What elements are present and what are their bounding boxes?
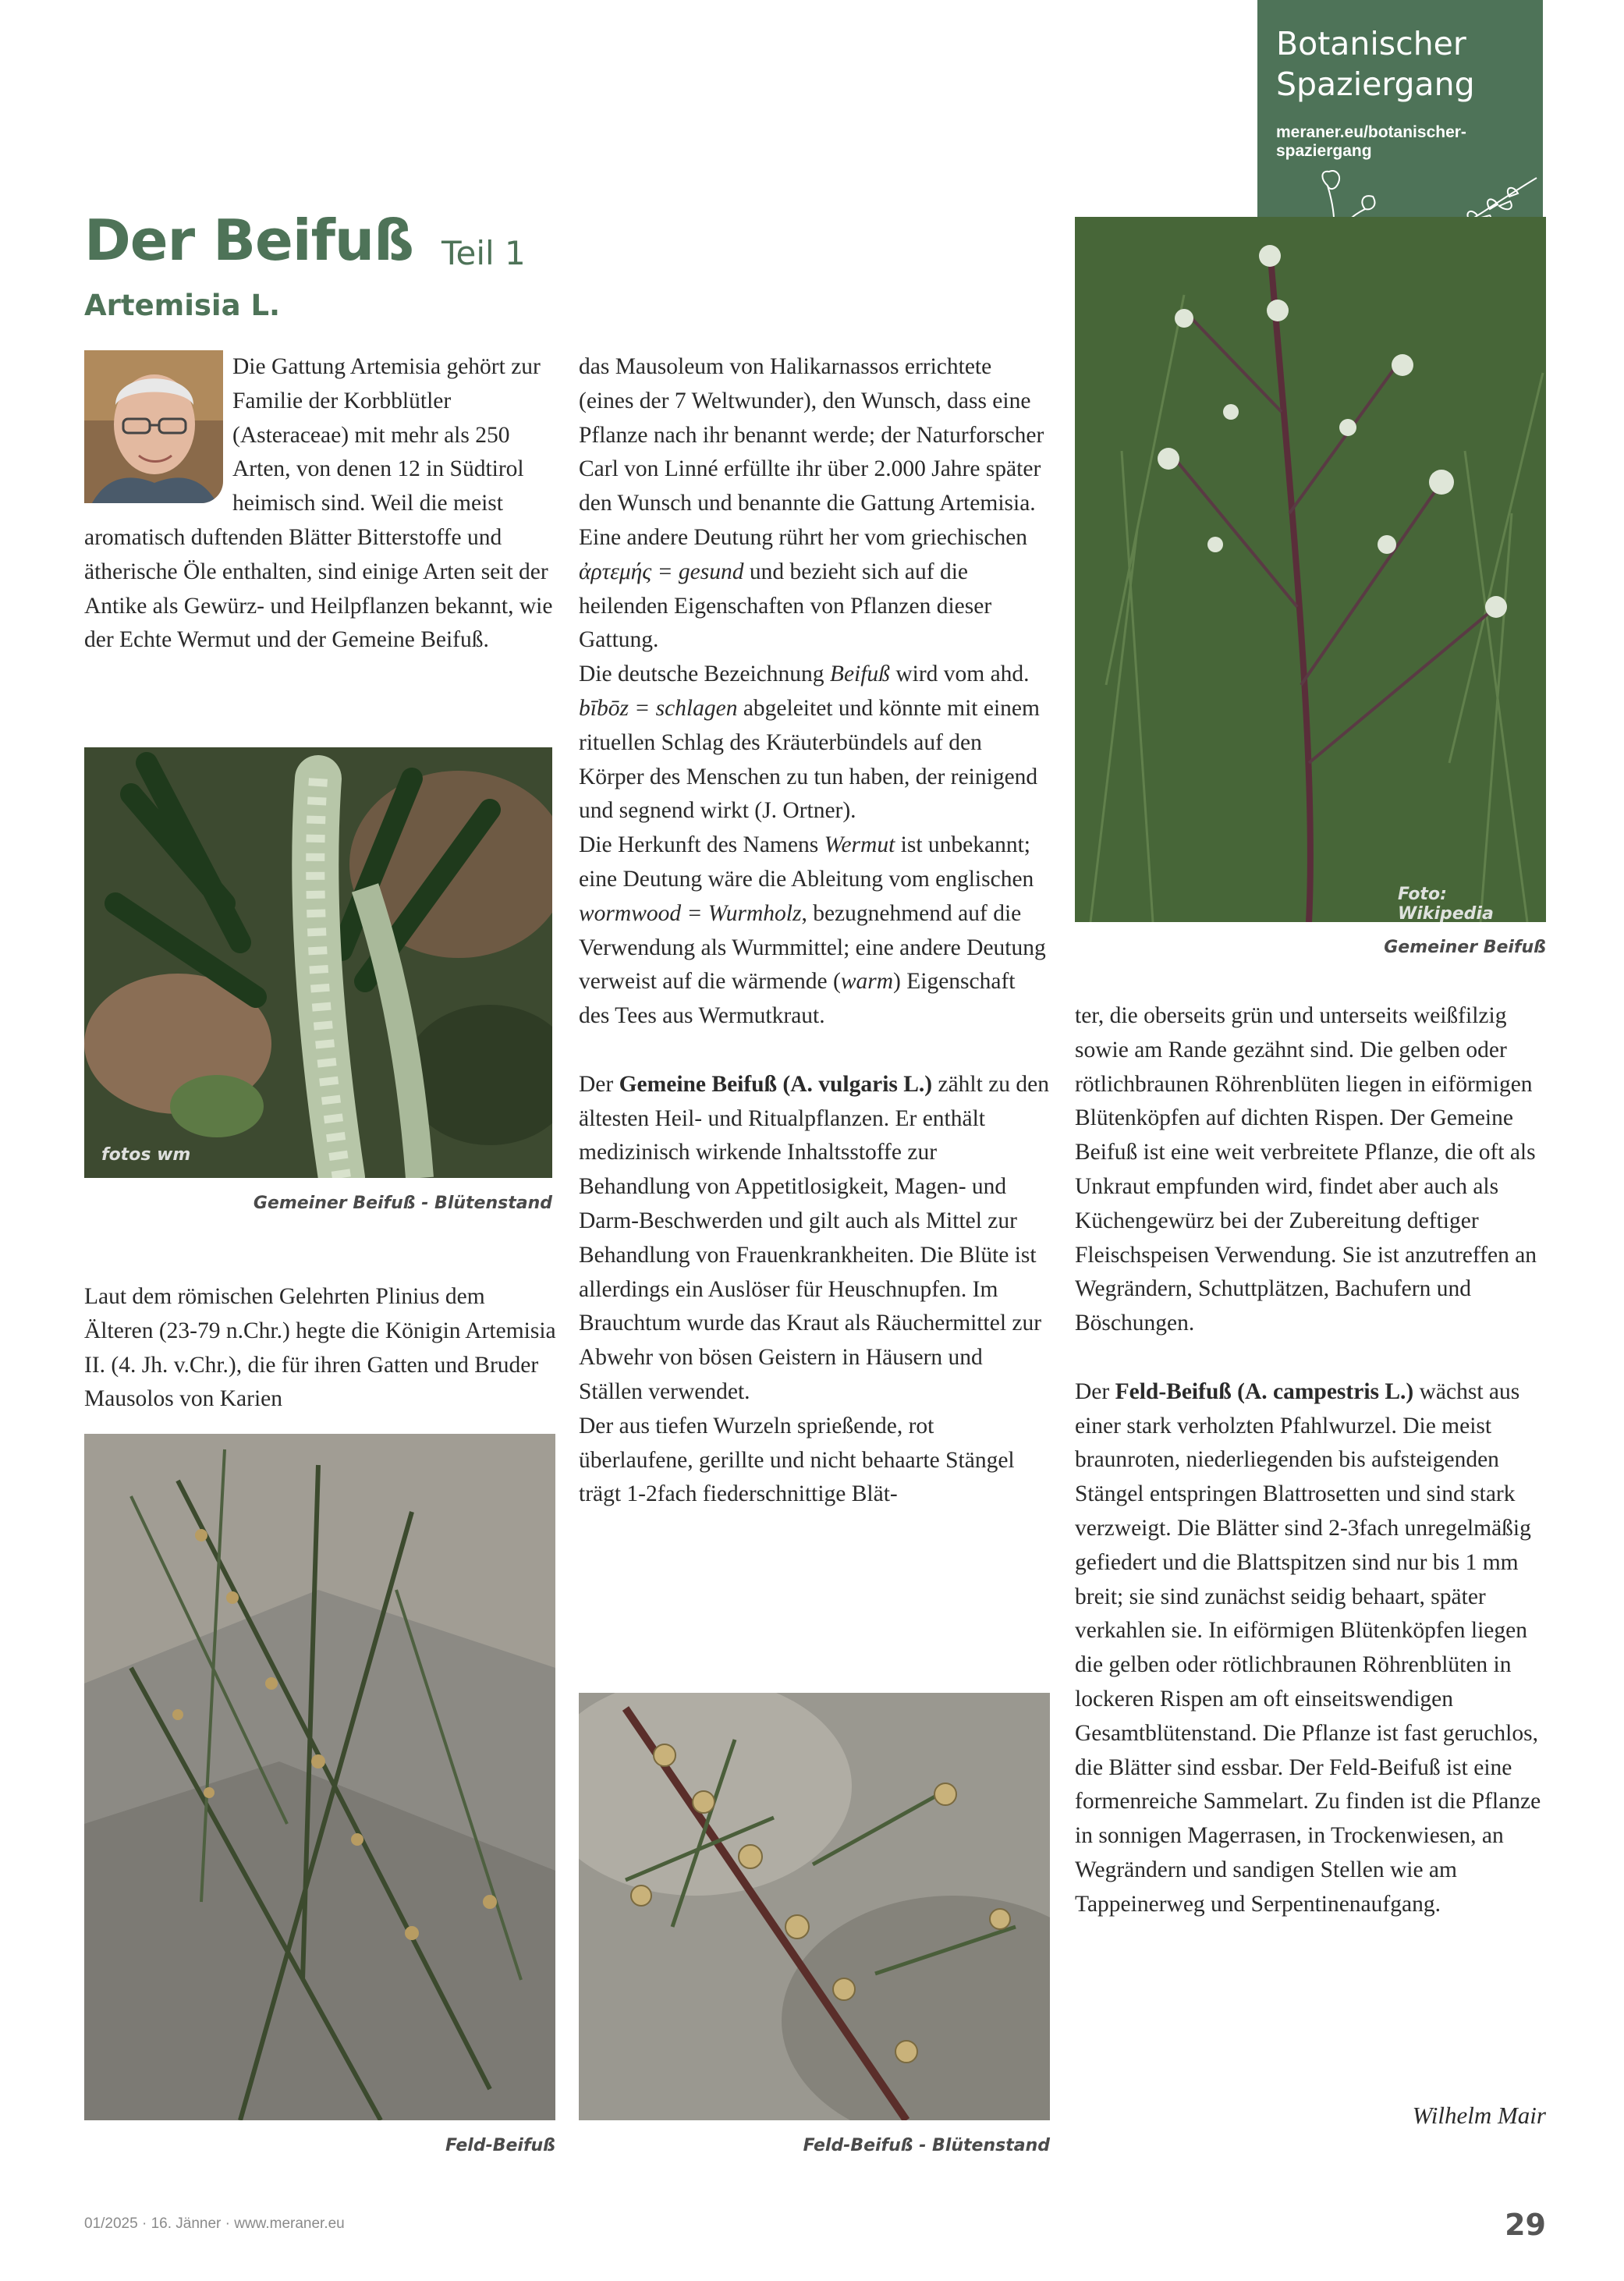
plinius-paragraph: Laut dem römischen Gelehrten Plinius dem Älteren (23-79 n.Chr.) hegte die Königin Artemisia II. (4. Jh. v.Chr.), die für ihren Gatten und Bruder Mausolos von Karien — [84, 1284, 556, 1412]
intro-text-block — [84, 350, 557, 658]
photo-caption: Gemeiner Beifuß — [1384, 938, 1546, 957]
banner-title — [1276, 23, 1534, 105]
species-name: Gemeine Beifuß (A. vulgaris L.) — [619, 1071, 933, 1097]
col2-paragraph-2 — [579, 658, 1051, 828]
col2-p3-text: ist unbekannt; eine Deutung wäre die Ableitung vom englischen — [579, 832, 1034, 892]
photo-credit: Foto: Wikipedia — [1398, 885, 1494, 922]
col2-p2-text: wird vom ahd. — [895, 662, 1030, 687]
col3-p2-text: wächst aus einer stark verholzten Pfahlwurzel. Die meist braunroten, niederliegenden bis aufsteigenden Stängel entspringen Blattrosetten und sind stark verzweigt. Die Blätter sind 2-3fach unregelmäßig gefiedert und die Blattspitzen sind nur bis 1 mm breit; sie sind zunächst seidig behaart, später verkahlen sie. In eiförmigen Blütenköpfen liegen die gelben oder rötlichbraunen Röhrenblüten in lockeren Rispen am oft einseitswendigen Gesamtblütenstand. Die Pflanze ist fast geruchlos, die Blätter sind essbar. Der Feld-Beifuß ist eine formenreiche Sammelart. Zu finden ist die Pflanze in sonnigen Magerrasen, in Trockenwiesen, an Wegrändern und sandigen Stellen wie am Tappeinerweg und Serpentinenaufgang. — [1075, 1378, 1541, 1917]
col2-paragraph-3 — [579, 828, 1051, 1034]
photo-gemeiner-beifuss-bluetenstand — [84, 747, 552, 1178]
col2-p4-text: zählt zu den ältesten Heil- und Ritualpflanzen. Er enthält medizinisch wirkende Inhaltsstoffe zur Behandlung von Appetitlosigkeit, Magen- und Darm-Beschwerden und gilt auch als Mittel zur Behandlung von Frauenkrankheiten. Die Blüte ist allerdings ein Auslöser für Heuschnupfen. Im Brauchtum wurde das Kraut als Räuchermittel zur Abwehr von bösen Geistern in Häusern und Ställen verwendet. — [579, 1071, 1050, 1404]
photo-feld-beifuss — [84, 1434, 555, 2120]
emphasis-term: Wermut — [824, 832, 895, 858]
article-part: Teil 1 — [441, 234, 526, 272]
col3-paragraph-1: ter, die oberseits grün und unterseits weißfilzig sowie am Rande gezähnt sind. Die gelben oder rötlichbraunen Röhrenblüten liegen in eiförmigen Blütenköpfen auf dichten Rispen. Der Gemeine Beifuß ist eine weit verbreitete Pflanze, die oft als Unkraut empfunden wird, findet aber auch als Küchengewürz bei der Zubereitung deftiger Fleischspeisen Verwendung. Sie ist anzutreffen an Wegrändern, Schuttplätzen, Bachufern und Böschungen. — [1075, 1003, 1537, 1336]
emphasis-term: Beifuß — [829, 662, 890, 687]
intro-paragraph: Die Gattung Artemisia gehört zur Familie der Korbblütler (Asteraceae) mit mehr als 250 Arten, von denen 12 in Südtirol heimisch sind. Weil die meist aromatisch duftenden Blätter Bitterstoffe und ätherische Öle enthalten, sind einige Arten seit der Antike als Gewürz- und Heilpflanzen bekannt, wie der Echte Wermut und der Gemeine Beifuß. — [84, 354, 553, 653]
col2-text-block — [579, 350, 1051, 1512]
col2-paragraph-4 — [579, 1068, 1051, 1410]
photo-credit: fotos wm — [101, 1145, 191, 1165]
col2-p1-text: das Mausoleum von Halikarnassos errichtete (eines der 7 Weltwunder), den Wunsch, dass eine Pflanze nach ihr benannt werde; der Naturforscher Carl von Linné erfüllte ihr über 2.000 Jahre später den Wunsch und benannte die Gattung Artemisia. Eine andere Deutung rührt her vom griechischen — [579, 354, 1044, 550]
col2-p1-end: und bezieht sich auf die heilenden Eigenschaften von Pflanzen dieser Gattung. — [579, 559, 992, 653]
article-subtitle: Artemisia L. — [84, 289, 281, 322]
col3-paragraph-2 — [1075, 1375, 1546, 1922]
article-title: Der Beifuß — [84, 208, 413, 273]
emphasis-term: warm — [840, 969, 894, 995]
photo-caption: Feld-Beifuß - Blütenstand — [803, 2136, 1050, 2155]
photo-gemeiner-beifuss — [1075, 217, 1546, 922]
photo-feld-beifuss-bluetenstand — [579, 1693, 1050, 2120]
banner-url[interactable]: meraner.eu/botanischer-spaziergang — [1276, 123, 1466, 160]
col3-p2-text: Der — [1075, 1378, 1110, 1404]
col2-paragraph-5: Der aus tiefen Wurzeln sprießende, rot überlaufene, gerillte und nicht behaarte Stängel trägt 1-2fach fiederschnittige Blät- — [579, 1413, 1015, 1507]
greek-term: ἀρτεμής = gesund — [579, 559, 744, 584]
col2-p3-text: ) Eigenschaft des Tees aus Wermutkraut. — [579, 969, 1016, 1029]
col2-p4-text: Der — [579, 1071, 614, 1097]
photo-caption: Feld-Beifuß — [445, 2136, 555, 2155]
col2-paragraph-1 — [579, 350, 1051, 658]
emphasis-term: wormwood = Wurmholz — [579, 900, 802, 926]
emphasis-term: bībōz = schlagen — [579, 695, 738, 721]
col2-p3-text: , bezugnehmend auf die Verwendung als Wurmmittel; eine andere Deutung verweist auf die wärmende ( — [579, 900, 1046, 995]
banner-title-line1: Botanischer — [1276, 25, 1466, 62]
author-signature: Wilhelm Mair — [1412, 2102, 1546, 2129]
col1-paragraph-2 — [84, 1280, 557, 1417]
photo-caption: Gemeiner Beifuß - Blütenstand — [253, 1194, 552, 1213]
page-footer: 01/2025 · 16. Jänner · www.meraner.eu — [84, 2215, 345, 2232]
col2-p2-text: Die deutsche Bezeichnung — [579, 662, 824, 687]
author-portrait — [84, 350, 223, 503]
page-number: 29 — [1505, 2208, 1546, 2242]
col2-p3-text: Die Herkunft des Namens — [579, 832, 819, 858]
col3-text-block — [1075, 999, 1546, 1922]
species-name: Feld-Beifuß (A. campestris L.) — [1115, 1378, 1414, 1404]
banner-title-line2: Spaziergang — [1276, 66, 1475, 103]
col2-p2-text: abgeleitet und könnte mit einem rituellen Schlag des Kräuterbündels auf den Körper des Menschen zu tun haben, der reinigend und segnend wirkt (J. Ortner). — [579, 695, 1040, 824]
